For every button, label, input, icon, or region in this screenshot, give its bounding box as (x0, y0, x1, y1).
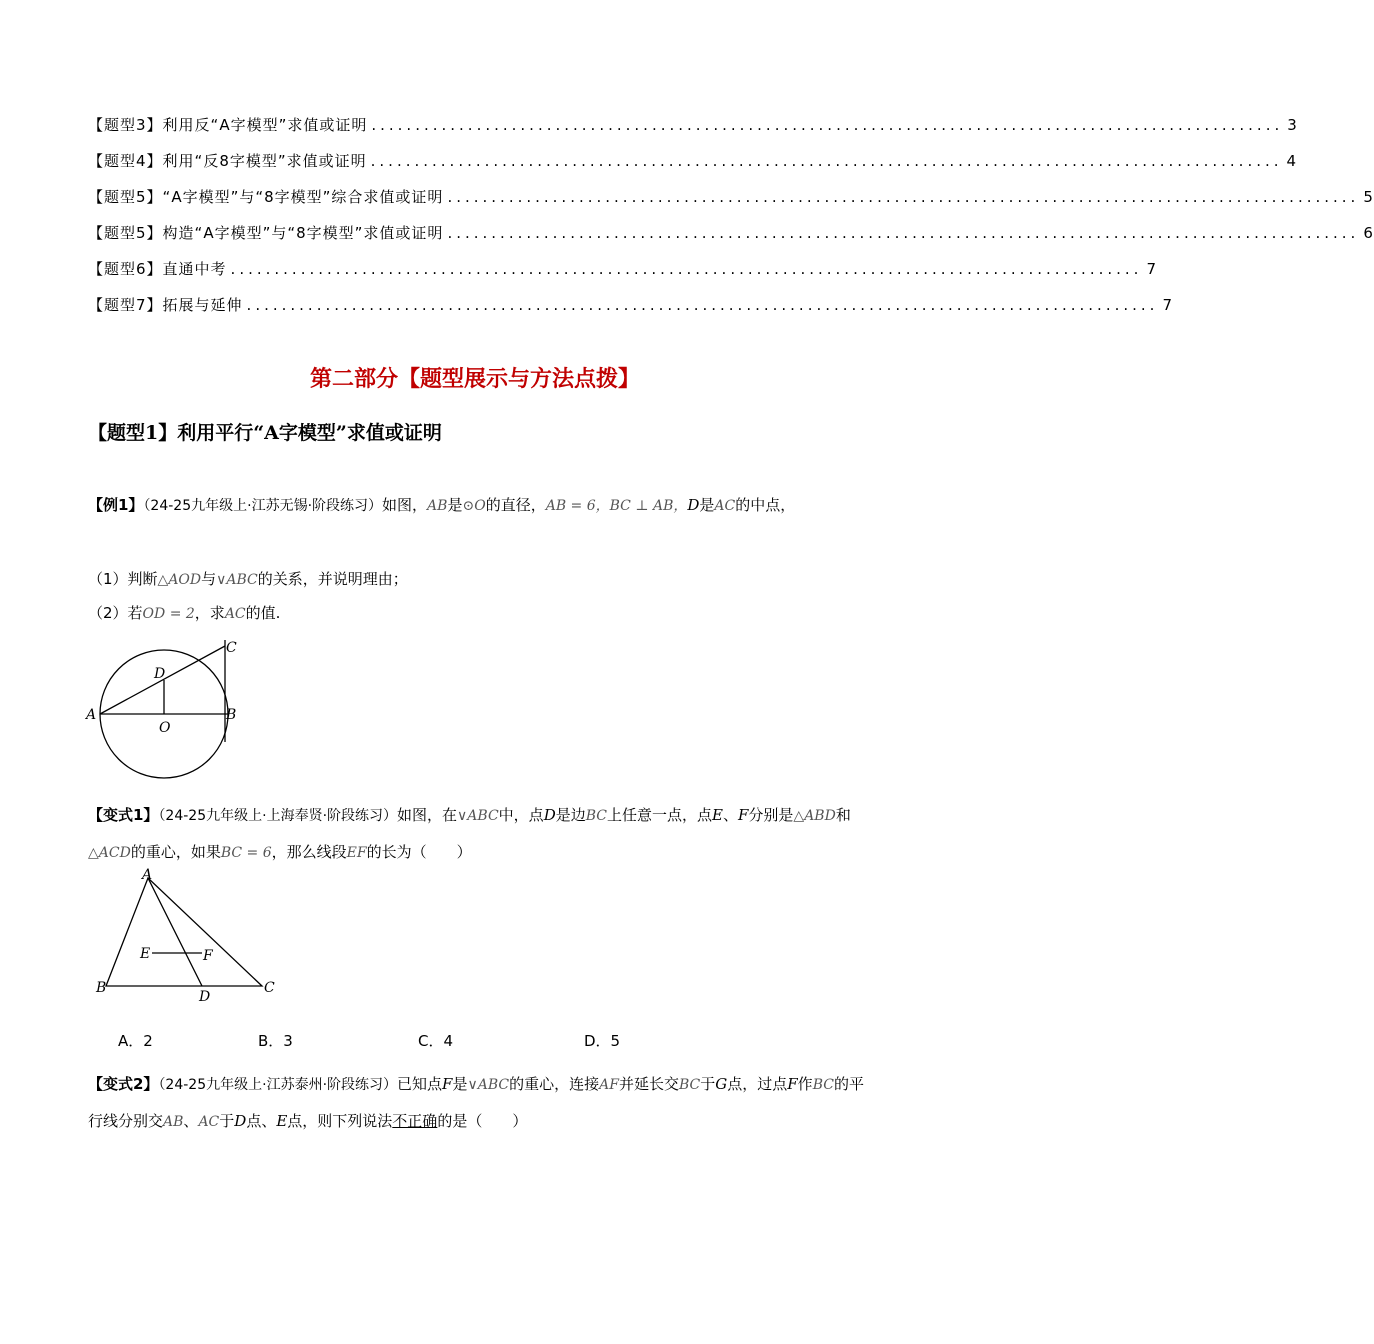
math-circle-o: ⊙O (462, 498, 486, 514)
table-of-contents (88, 114, 1374, 330)
text: 、 (183, 1112, 199, 1130)
math-f: F (787, 1075, 798, 1093)
toc-leader: ........................................................................................................ (447, 188, 1360, 206)
toc-leader: ........................................................................................................ (447, 224, 1360, 242)
type1-heading: 【题型1】利用平行“A字模型”求值或证明 (88, 422, 442, 444)
text: 点、 (246, 1112, 277, 1130)
math-bc: BC (678, 1077, 701, 1093)
label-d: D (199, 989, 211, 1005)
toc-entry-page: 3 (1287, 116, 1298, 134)
math-e: E (276, 1112, 288, 1130)
option-c[interactable]: C．4 (418, 1032, 454, 1050)
figure-1-circle-diagram (80, 632, 260, 782)
text: 如图，在 (397, 806, 458, 824)
label-e: E (140, 946, 151, 962)
math-ac: AC (198, 1114, 220, 1130)
toc-entry[interactable] (88, 186, 1374, 222)
text: 是 (699, 496, 715, 514)
toc-entry-page: 4 (1286, 152, 1298, 170)
text: 的关系，并说明理由； (257, 570, 408, 588)
text: 的中点， (735, 496, 796, 514)
toc-entry[interactable] (88, 114, 1298, 150)
math-ac: AC (714, 498, 736, 514)
math-tri-aod: △AOD (157, 572, 202, 588)
text: 如图， (382, 496, 428, 514)
option-a[interactable]: A．2 (118, 1032, 153, 1050)
option-d[interactable]: D．5 (584, 1032, 621, 1050)
example1-question-1 (88, 568, 868, 591)
text: ，那么线段 (271, 843, 347, 861)
toc-entry-page: 5 (1363, 188, 1374, 206)
text: ，求 (194, 604, 225, 622)
toc-entry-page: 7 (1162, 296, 1173, 314)
variant2-tag: 【变式2】 (88, 1075, 159, 1093)
variant2-source: （24-25九年级上·江苏泰州·阶段练习） (158, 1077, 398, 1093)
label-b: B (226, 707, 237, 723)
text: 作 (797, 1075, 813, 1093)
math-ab: AB (163, 1114, 184, 1130)
text: （1）判断 (88, 570, 158, 588)
text: 是 (447, 496, 463, 514)
toc-entry-title: 【题型3】利用反“A字模型”求值或证明 (88, 116, 368, 134)
toc-entry-page: 6 (1363, 224, 1374, 242)
triangle-abc (106, 878, 262, 986)
math-f: F (442, 1075, 453, 1093)
math-d: D (687, 496, 700, 514)
variant1-tag: 【变式1】 (88, 806, 159, 824)
toc-entry-title: 【题型6】直通中考 (88, 260, 227, 278)
math-tri-acd: △ACD (88, 845, 131, 861)
math-tri-abd: △ABD (793, 808, 836, 824)
toc-entry[interactable] (88, 294, 1173, 330)
label-c: C (264, 980, 275, 996)
toc-entry-title: 【题型5】构造“A字模型”与“8字模型”求值或证明 (88, 224, 444, 242)
text: 、 (722, 806, 738, 824)
math-f: F (737, 806, 749, 824)
toc-entry-title: 【题型5】“A字模型”与“8字模型”综合求值或证明 (88, 188, 444, 206)
example1-source: （24-25九年级上·江苏无锡·阶段练习） (143, 498, 383, 514)
text: 中，点 (498, 806, 544, 824)
math-d: D (543, 806, 556, 824)
math-conditions: AB = 6，BC ⊥ AB， (545, 498, 688, 514)
text: （2）若 (88, 604, 143, 622)
label-d: D (154, 666, 166, 682)
math-tri-abc: ∨ABC (467, 1077, 510, 1093)
text: 的值. (245, 604, 281, 622)
text: 的重心，连接 (509, 1075, 600, 1093)
math-ac: AC (224, 606, 246, 622)
text: 于 (700, 1075, 716, 1093)
toc-entry-title: 【题型4】利用“反8字模型”求值或证明 (88, 152, 367, 170)
toc-entry-title: 【题型7】拓展与延伸 (88, 296, 243, 314)
text: 的重心，如果 (130, 843, 221, 861)
math-bc: BC (585, 808, 607, 824)
math-af: AF (599, 1077, 619, 1093)
text: 的直径， (485, 496, 546, 514)
variant1-statement (88, 797, 868, 871)
math-bc-value: BC = 6 (220, 845, 272, 861)
math-ab: AB (427, 498, 448, 514)
label-a: A (86, 707, 97, 723)
text: 点，过点 (727, 1075, 788, 1093)
text: 的是（ ） (437, 1112, 528, 1130)
variant1-source: （24-25九年级上·上海奉贤·阶段练习） (158, 808, 398, 824)
math-od: OD = 2 (142, 606, 195, 622)
label-a: A (142, 867, 153, 883)
label-f: F (203, 948, 213, 964)
text: 于 (219, 1112, 235, 1130)
example1-statement (88, 481, 868, 530)
toc-entry[interactable] (88, 258, 1157, 294)
toc-leader: ........................................................................................................ (371, 116, 1284, 134)
label-c: C (226, 640, 237, 656)
text: 的长为（ ） (366, 843, 472, 861)
math-d: D (234, 1112, 247, 1130)
text: 是 (452, 1075, 468, 1093)
option-b[interactable]: B．3 (258, 1032, 293, 1050)
text: 已知点 (397, 1075, 443, 1093)
toc-leader: ........................................................................................................ (230, 260, 1143, 278)
text: 与 (201, 570, 217, 588)
underlined-text: 不正确 (392, 1112, 438, 1130)
label-b: B (96, 980, 107, 996)
text: 是边 (555, 806, 586, 824)
math-e: E (712, 806, 723, 824)
text: 点，则下列说法 (287, 1112, 393, 1130)
toc-entry-page: 7 (1146, 260, 1157, 278)
math-ef: EF (346, 845, 367, 861)
toc-entry[interactable] (88, 150, 1298, 186)
text: 上任意一点，点 (607, 806, 713, 824)
segment-ad (148, 878, 202, 986)
math-tri-abc: ∨ABC (457, 808, 499, 824)
toc-entry[interactable] (88, 222, 1374, 258)
toc-leader: ........................................................................................................ (370, 152, 1283, 170)
figure-2-triangle-diagram (88, 864, 288, 1009)
math-tri-abc: ∨ABC (216, 572, 258, 588)
math-bc: BC (812, 1077, 834, 1093)
text: 分别是 (748, 806, 794, 824)
text: 和 (835, 806, 851, 824)
example1-question-2 (88, 602, 868, 625)
section-title: 第二部分【题型展示与方法点拨】 (309, 366, 640, 392)
example1-tag: 【例1】 (88, 496, 144, 514)
toc-leader: ........................................................................................................ (246, 296, 1159, 314)
label-o: O (159, 720, 171, 736)
text: 并延长交 (618, 1075, 679, 1093)
variant2-statement (88, 1066, 868, 1140)
math-g: G (715, 1075, 728, 1093)
text: 的平行线分别交 (88, 1075, 864, 1130)
